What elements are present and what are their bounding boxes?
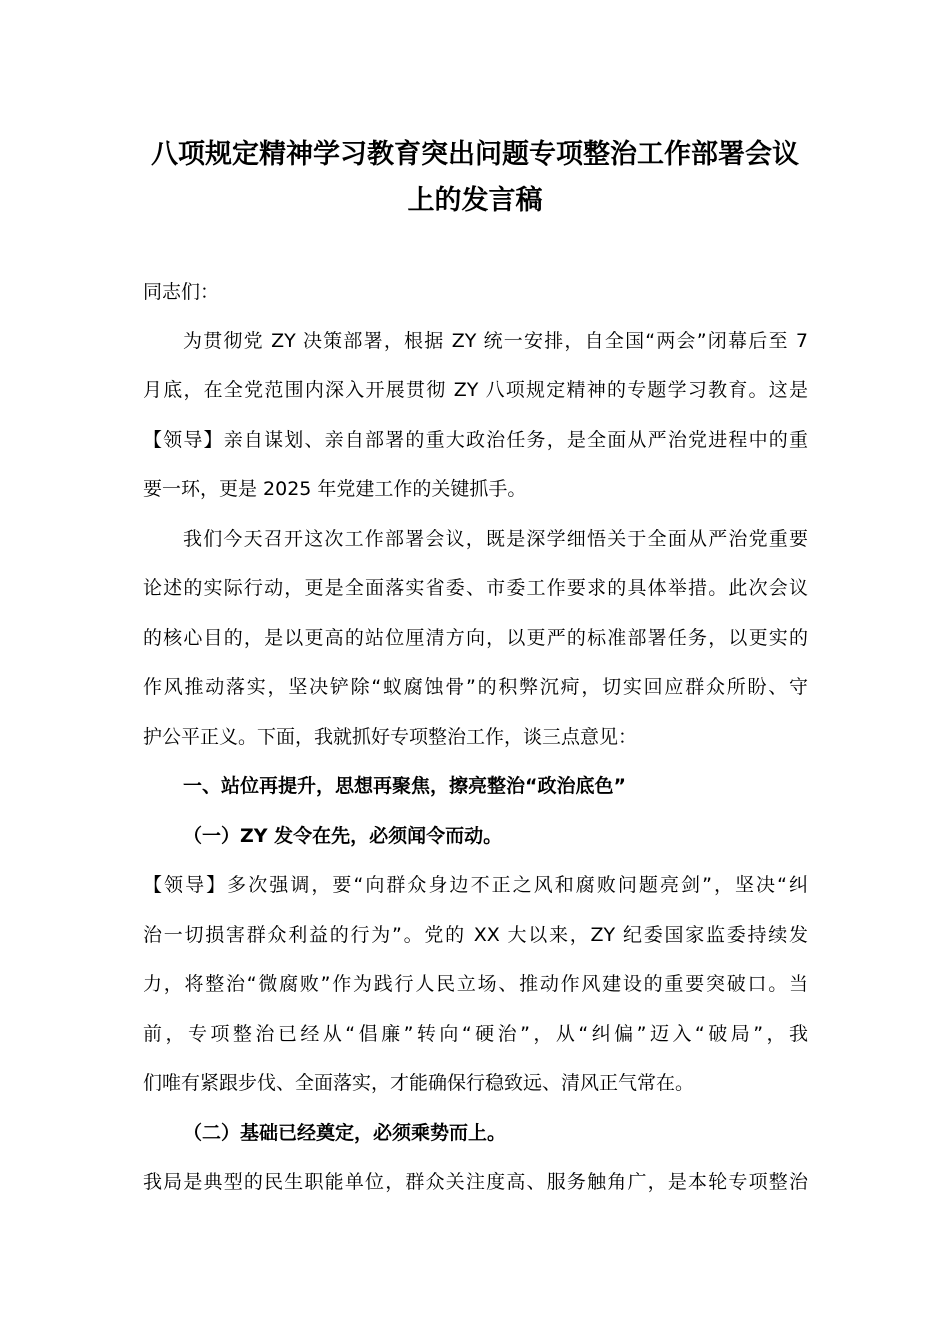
paragraph-2-line-2: 论述的实际行动，更是全面落实省委、市委工作要求的具体举措。此次会议 bbox=[143, 577, 808, 599]
section-heading-1: 一、站位再提升，思想再聚焦，擦亮整治“政治底色” bbox=[183, 775, 626, 797]
paragraph-2-line-1: 我们今天召开这次工作部署会议，既是深学细悟关于全面从严治党重要 bbox=[183, 528, 808, 550]
paragraph-1-line-2: 月底，在全党范围内深入开展贯彻 ZY 八项规定精神的专题学习教育。这是 bbox=[143, 379, 808, 401]
paragraph-1-line-4: 要一环，更是 2025 年党建工作的关键抓手。 bbox=[143, 478, 527, 500]
document-title-line-2: 上的发言稿 bbox=[407, 185, 543, 216]
paragraph-3-line-1: 【领导】多次强调，要“向群众身边不正之风和腐败问题亮剑”，坚决“纠 bbox=[143, 874, 808, 896]
paragraph-2-line-3: 的核心目的，是以更高的站位厘清方向，以更严的标准部署任务，以更实的 bbox=[143, 627, 808, 649]
paragraph-2-line-5: 护公平正义。下面，我就抓好专项整治工作，谈三点意见： bbox=[143, 726, 638, 748]
paragraph-3-line-4: 前，专项整治已经从“倡廉”转向“硬治”，从“纠偏”迈入“破局”，我 bbox=[143, 1023, 808, 1045]
subsection-heading-1: （一）ZY 发令在先，必须闻令而动。 bbox=[183, 825, 503, 847]
paragraph-3-line-3: 力，将整治“微腐败”作为践行人民立场、推动作风建设的重要突破口。当 bbox=[143, 973, 808, 995]
paragraph-2-line-4: 作风推动落实，坚决铲除“蚁腐蚀骨”的积弊沉疴，切实回应群众所盼、守 bbox=[143, 676, 808, 698]
salutation: 同志们： bbox=[143, 281, 220, 303]
paragraph-4-line-1: 我局是典型的民生职能单位，群众关注度高、服务触角广，是本轮专项整治 bbox=[143, 1171, 808, 1193]
paragraph-1-line-3: 【领导】亲自谋划、亲自部署的重大政治任务，是全面从严治党进程中的重 bbox=[143, 429, 808, 451]
paragraph-3-line-2: 治一切损害群众利益的行为”。党的 XX 大以来，ZY 纪委国家监委持续发 bbox=[143, 924, 808, 946]
document-title-line-1: 八项规定精神学习教育突出问题专项整治工作部署会议 bbox=[151, 139, 799, 170]
paragraph-3-line-5: 们唯有紧跟步伐、全面落实，才能确保行稳致远、清风正气常在。 bbox=[143, 1072, 695, 1094]
subsection-heading-2: （二）基础已经奠定，必须乘势而上。 bbox=[183, 1122, 507, 1144]
paragraph-1-line-1: 为贯彻党 ZY 决策部署，根据 ZY 统一安排，自全国“两会”闭幕后至 7 bbox=[183, 330, 808, 352]
